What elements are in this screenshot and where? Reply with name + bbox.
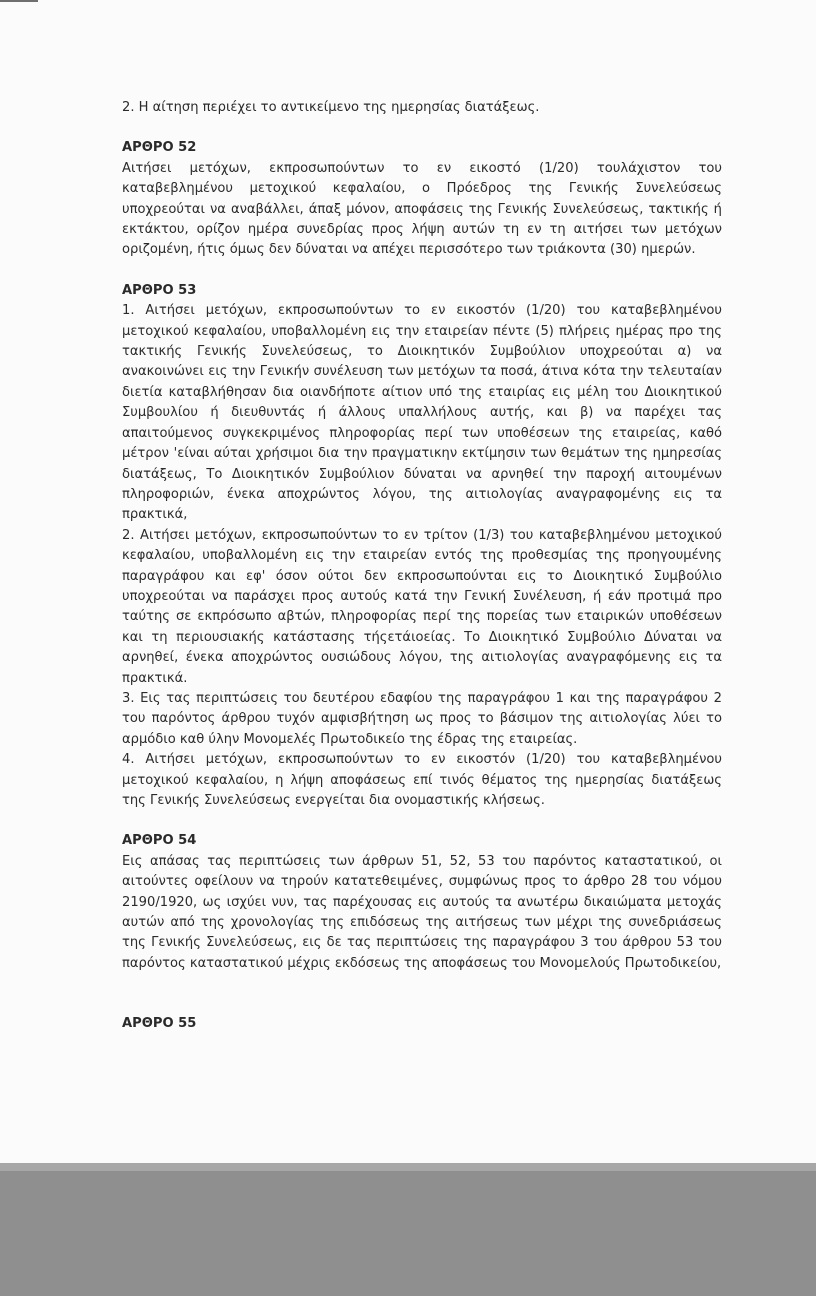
article-paragraph: 4. Αιτήσει μετόχων, εκπροσωπούντων το εν εικοστόν (1/20) του καταβεβλημένου μετοχικού κεφαλαίου, η λήψη αποφάσεως επί τινός θέματος της ημερησίας διατάξεως της Γενικής Συνελεύσεως ενεργείται δια ονομαστικής κλήσεως. — [122, 752, 722, 808]
article-55 — [122, 1014, 722, 1034]
article-paragraph: 2. Αιτήσει μετόχων, εκπροσωπούντων το εν τρίτον (1/3) του καταβεβλημένου μετοχικού κεφαλαίου, υποβαλλομένη εις την εταιρείαν εντός της προθεσμίας της προηγουμένης παραγράφου και εφ' όσον ούτοι δεν εκπροσωπούνται εις το Διοικητικό Συμβούλιο υποχρεούται να παράσχει προς αυτούς κατά την Γενική Συνέλευση, ή εάν προτιμά προ ταύτης σε εκπρόσωπο αβτών, πληροφορίας περί της πορείας των εταιρικών υποθέσεων και τη περιουσιακής κατάστασης τήςετάιοείας. Το Διοικητικό Συμβούλιο Δύναται να αρνηθεί, ένεκα αποχρώντος ουσιώδους λόγου, της αιτιολογίας αναγραφόμενης εις τα πρακτικά. — [122, 527, 722, 686]
article-paragraph: 3. Εις τας περιπτώσεις του δευτέρου εδαφίου της παραγράφου 1 και της παραγράφου 2 του παρόντος άρθρου τυχόν αμφισβήτηση ως προς το βάσιμον της αιτιολογίας λύει το αρμόδιο καθ ύλην Μονομελές Πρωτοδικείο της έδρας της εταιρείας. — [122, 690, 722, 747]
article-paragraph: Αιτήσει μετόχων, εκπροσωπούντων το εν εικοστό (1/20) τουλάχιστον του καταβεβλημένου μετοχικού κεφαλαίου, ο Πρόεδρος της Γενικής Συνελεύσεως υποχρεούται να αναβάλλει, άπαξ μόνον, αποφάσεις της Γενικής Συνελεύσεως, τακτικής ή εκτάκτου, ορίζον ημέρα συνεδρίας προς λήψη αυτών τη εν τη αιτήσει των μετόχων οριζομένη, ήτις όμως δεν δύναται να απέχει περισσότερο των τριάκοντα (30) ημερών. — [122, 160, 722, 258]
intro-paragraph: 2. Η αίτηση περιέχει το αντικείμενο της ημερησίας διατάξεως. — [122, 100, 540, 115]
scanner-background-band — [0, 1163, 816, 1296]
article-heading: ΑΡΘΡΟ 53 — [122, 282, 197, 298]
article-paragraph: Εις απάσας τας περιπτώσεις των άρθρων 51, 52, 53 του παρόντος καταστατικού, οι αιτούντες οφείλουν να τηρούν κατατεθειμένες, συμφώνως προς το άρθρο 28 του νόμου 2190/1920, ως ισχύει νυν, τας παρέχουσας εις αυτούς τα ανωτέρω δικαιώματα μετοχάς αυτών από της χρονολογίας της επιδόσεως της αιτήσεως των μέχρι της συνεδριάσεως της Γενικής Συνελεύσεως, εις δε τας περιπτώσεις της παραγράφου 3 του άρθρου 53 του παρόντος καταστατικού μέχρις εκδόσεως της αποφάσεως του Μονομελούς Πρωτοδικείου, — [122, 853, 722, 971]
article-53 — [122, 281, 722, 812]
scan-corner-mark — [0, 0, 38, 2]
document-body — [122, 98, 722, 1035]
scan-edge-shade — [0, 1163, 816, 1171]
article-54 — [122, 831, 722, 974]
article-52 — [122, 138, 722, 260]
article-heading: ΑΡΘΡΟ 54 — [122, 833, 197, 849]
article-paragraph: 1. Αιτήσει μετόχων, εκπροσωπούντων το εν εικοστόν (1/20) του καταβεβλημένου μετοχικού κεφαλαίου, υποβαλλομένη εις την εταιρείαν πέντε (5) πλήρεις ημέρας προ της τακτικής Γενικής Συνελεύσεως, το Διοικητικόν Συμβούλιον υποχρεούται α) να ανακοινώνει εις την Γενικήν συνέλευση των μετόχων τα ποσά, άτινα κότα την τελευταίαν διετία καταβλήθησαν δια οιανδήποτε αίτιον υπό της εταιρίας εις μέλη του Διοικητικού Συμβουλίου ή διευθυντάς ή άλλους υπαλλήλους αυτής, και β) να παρέχει τας απαιτούμενος συγκεκριμένος πληροφορίας περί των υποθέσεων της εταιρείας, καθό μέτρον 'είναι αύται χρήσιμοι δια την πραγματικην εκτίμησιν των θεμάτων της ημηρεσίας διατάξεως, Το Διοικητικόν Συμβούλιον δύναται να αρνηθεί την παροχή αιτουμένων πληροφοριών, ένεκα αποχρώντος λόγου, της αιτιολογίας αναγραφομένης εις τα πρακτικά, — [122, 303, 722, 523]
article-heading: ΑΡΘΡΟ 55 — [122, 1016, 197, 1032]
article-heading: ΑΡΘΡΟ 52 — [122, 140, 197, 156]
